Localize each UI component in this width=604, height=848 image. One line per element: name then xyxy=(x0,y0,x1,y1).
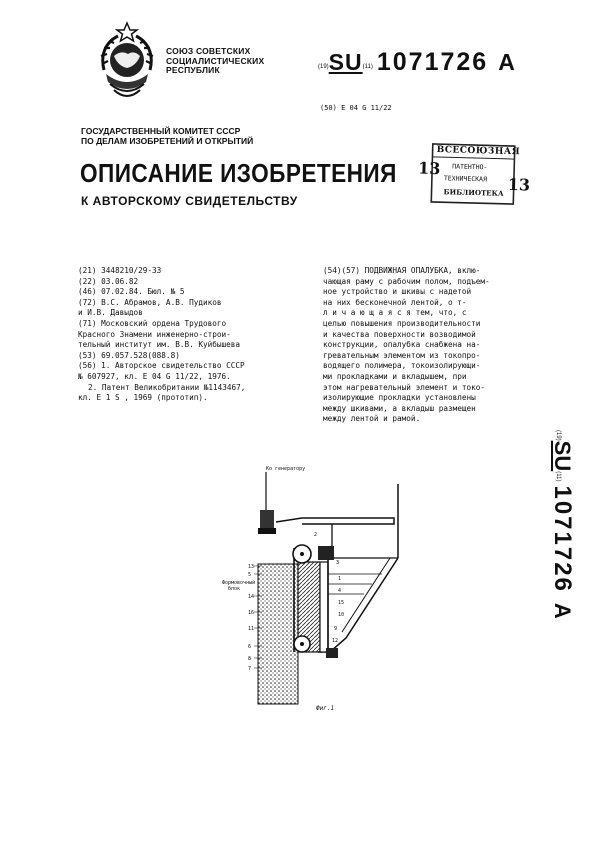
patent-number: 1071726 xyxy=(549,485,576,593)
frame-beam xyxy=(276,518,394,524)
callout-number: 12 xyxy=(332,638,339,644)
biblio-line: (71) Московский ордена Трудового xyxy=(78,318,227,328)
abstract-line: ми прокладками и вкладышем, при xyxy=(323,371,467,381)
abstract-line: между шкивами, а вкладыш размещен xyxy=(323,403,476,413)
document-title: ОПИСАНИЕ ИЗОБРЕТЕНИЯ xyxy=(80,158,397,188)
callout-number: 6 xyxy=(248,644,252,650)
abstract-line: чающая раму с рабочим полом, подъем- xyxy=(323,276,490,286)
ussr-emblem xyxy=(96,20,158,106)
biblio-line: 2. Патент Великобритании №1143467, xyxy=(88,382,246,392)
biblio-line: (53) 69.057.528(088.8) xyxy=(78,350,180,360)
abstract-line: ное устройство и шкивы с надетой xyxy=(323,287,472,297)
country-code-label: (19) xyxy=(555,430,561,441)
abstract-line: (54)(57) ПОДВИЖНАЯ ОПАЛУБКА, вклю- xyxy=(323,266,481,275)
union-line: СОЮЗ СОВЕТСКИХ xyxy=(166,46,251,56)
ipc-class: (50) E 04 G 11/22 xyxy=(320,104,392,112)
callout-number: 15 xyxy=(338,600,345,606)
abstract-line: между лентой и рамой. xyxy=(323,414,421,424)
biblio-line: (56) 1. Авторское свидетельство СССР xyxy=(78,361,245,371)
biblio-line: (22) 03.06.82 xyxy=(78,276,139,286)
abstract-line: водящего полимера, токоизолирующи- xyxy=(323,361,481,371)
abstract-line: л и ч а ю щ а я с я тем, что, с xyxy=(323,308,467,318)
abstract-line: гревательным элементом из токопро- xyxy=(323,350,481,360)
kind-code: A xyxy=(550,602,575,619)
union-line: СОЦИАЛИСТИЧЕСКИХ xyxy=(166,55,265,66)
stamp-number-left: 13 xyxy=(417,158,441,179)
callout-number: 16 xyxy=(248,610,255,616)
document-subtitle: К АВТОРСКОМУ СВИДЕТЕЛЬСТВУ xyxy=(81,194,298,208)
side-patent-number xyxy=(536,430,576,670)
callout-number: 14 xyxy=(248,594,255,600)
frame-strut xyxy=(318,558,398,652)
number-code-label: (11) xyxy=(362,64,373,70)
country-code: SU xyxy=(328,49,363,75)
callout-number: 7 xyxy=(248,666,252,672)
stamp-line: БИБЛИОТЕКА xyxy=(443,187,504,198)
claim-abstract xyxy=(323,266,543,425)
biblio-line: кл. E 1 S , 1969 (прототип). xyxy=(78,393,208,403)
abstract-line: на них бесконечной лентой, о т- xyxy=(323,297,467,307)
form-block-label: блок xyxy=(228,586,241,592)
generator-label: Ко генератору xyxy=(266,466,306,472)
pulley-housing xyxy=(318,546,334,560)
callout-number: 2 xyxy=(314,532,318,538)
callout-number: 9 xyxy=(334,626,338,632)
emblem-icon xyxy=(96,20,158,106)
abstract-line: изолирующие прокладки установлены xyxy=(323,393,476,403)
form-block-label: Формовочный xyxy=(222,580,256,586)
callout-number: 10 xyxy=(338,612,345,618)
biblio-line: (21) 3448210/29-33 xyxy=(78,266,162,275)
insert-liner xyxy=(320,562,328,652)
biblio-line: и И.В. Давыдов xyxy=(78,308,143,318)
lifting-device xyxy=(260,510,274,528)
stamp-line: ТЕХНИЧЕСКАЯ xyxy=(443,174,488,184)
callout-number: 8 xyxy=(248,656,252,662)
stamp-line: ВСЕСОЮЗНАЯ xyxy=(436,145,521,158)
abstract-line: и качества поверхности возводимой xyxy=(323,329,476,339)
figure-caption: Фиг.1 xyxy=(316,705,335,712)
biblio-line: (46) 07.02.84. Бюл. № 5 xyxy=(78,287,185,297)
stamp-line: ПАТЕНТНО- xyxy=(452,162,488,172)
country-code-label: (19) xyxy=(318,64,329,70)
biblio-line: (72) В.С. Абрамов, А.В. Пудиков xyxy=(78,297,222,307)
kind-code: A xyxy=(498,49,515,75)
concrete-wall xyxy=(258,564,298,704)
callout-number: 4 xyxy=(338,588,342,594)
number-code-label: (11) xyxy=(555,471,561,482)
callout-number: 11 xyxy=(248,626,255,632)
union-line: РЕСПУБЛИК xyxy=(166,65,220,75)
committee-name xyxy=(81,126,253,146)
union-name xyxy=(166,47,264,76)
technical-drawing xyxy=(222,462,418,712)
drawing-svg xyxy=(222,462,418,712)
callout-number: 3 xyxy=(336,560,340,566)
stamp-number-right: 13 xyxy=(507,174,531,195)
abstract-line: конструкции, опалубка снабжена на- xyxy=(323,340,481,350)
biblio-line: Красного Знамени инженерно-строи- xyxy=(78,329,231,339)
patent-number-header xyxy=(318,48,515,77)
library-stamp xyxy=(413,142,533,207)
abstract-line: целью повышения производительности xyxy=(323,318,481,328)
patent-number: 1071726 xyxy=(376,48,489,76)
committee-line: ГОСУДАРСТВЕННЫЙ КОМИТЕТ СССР xyxy=(81,126,241,136)
abstract-line: этом нагревательный элемент и токо- xyxy=(323,382,485,392)
biblio-line: № 607927, кл. E 04 G 11/22, 1976. xyxy=(78,371,231,381)
callout-number: 13 xyxy=(248,564,255,570)
committee-line: ПО ДЕЛАМ ИЗОБРЕТЕНИЙ И ОТКРЫТИЙ xyxy=(81,136,254,146)
callout-number: 5 xyxy=(248,572,252,578)
country-code: SU xyxy=(550,440,575,472)
callout-number: 1 xyxy=(338,576,342,582)
biblio-line: тельный институт им. В.В. Куйбышева xyxy=(78,340,240,350)
bibliographic-data xyxy=(78,266,324,404)
